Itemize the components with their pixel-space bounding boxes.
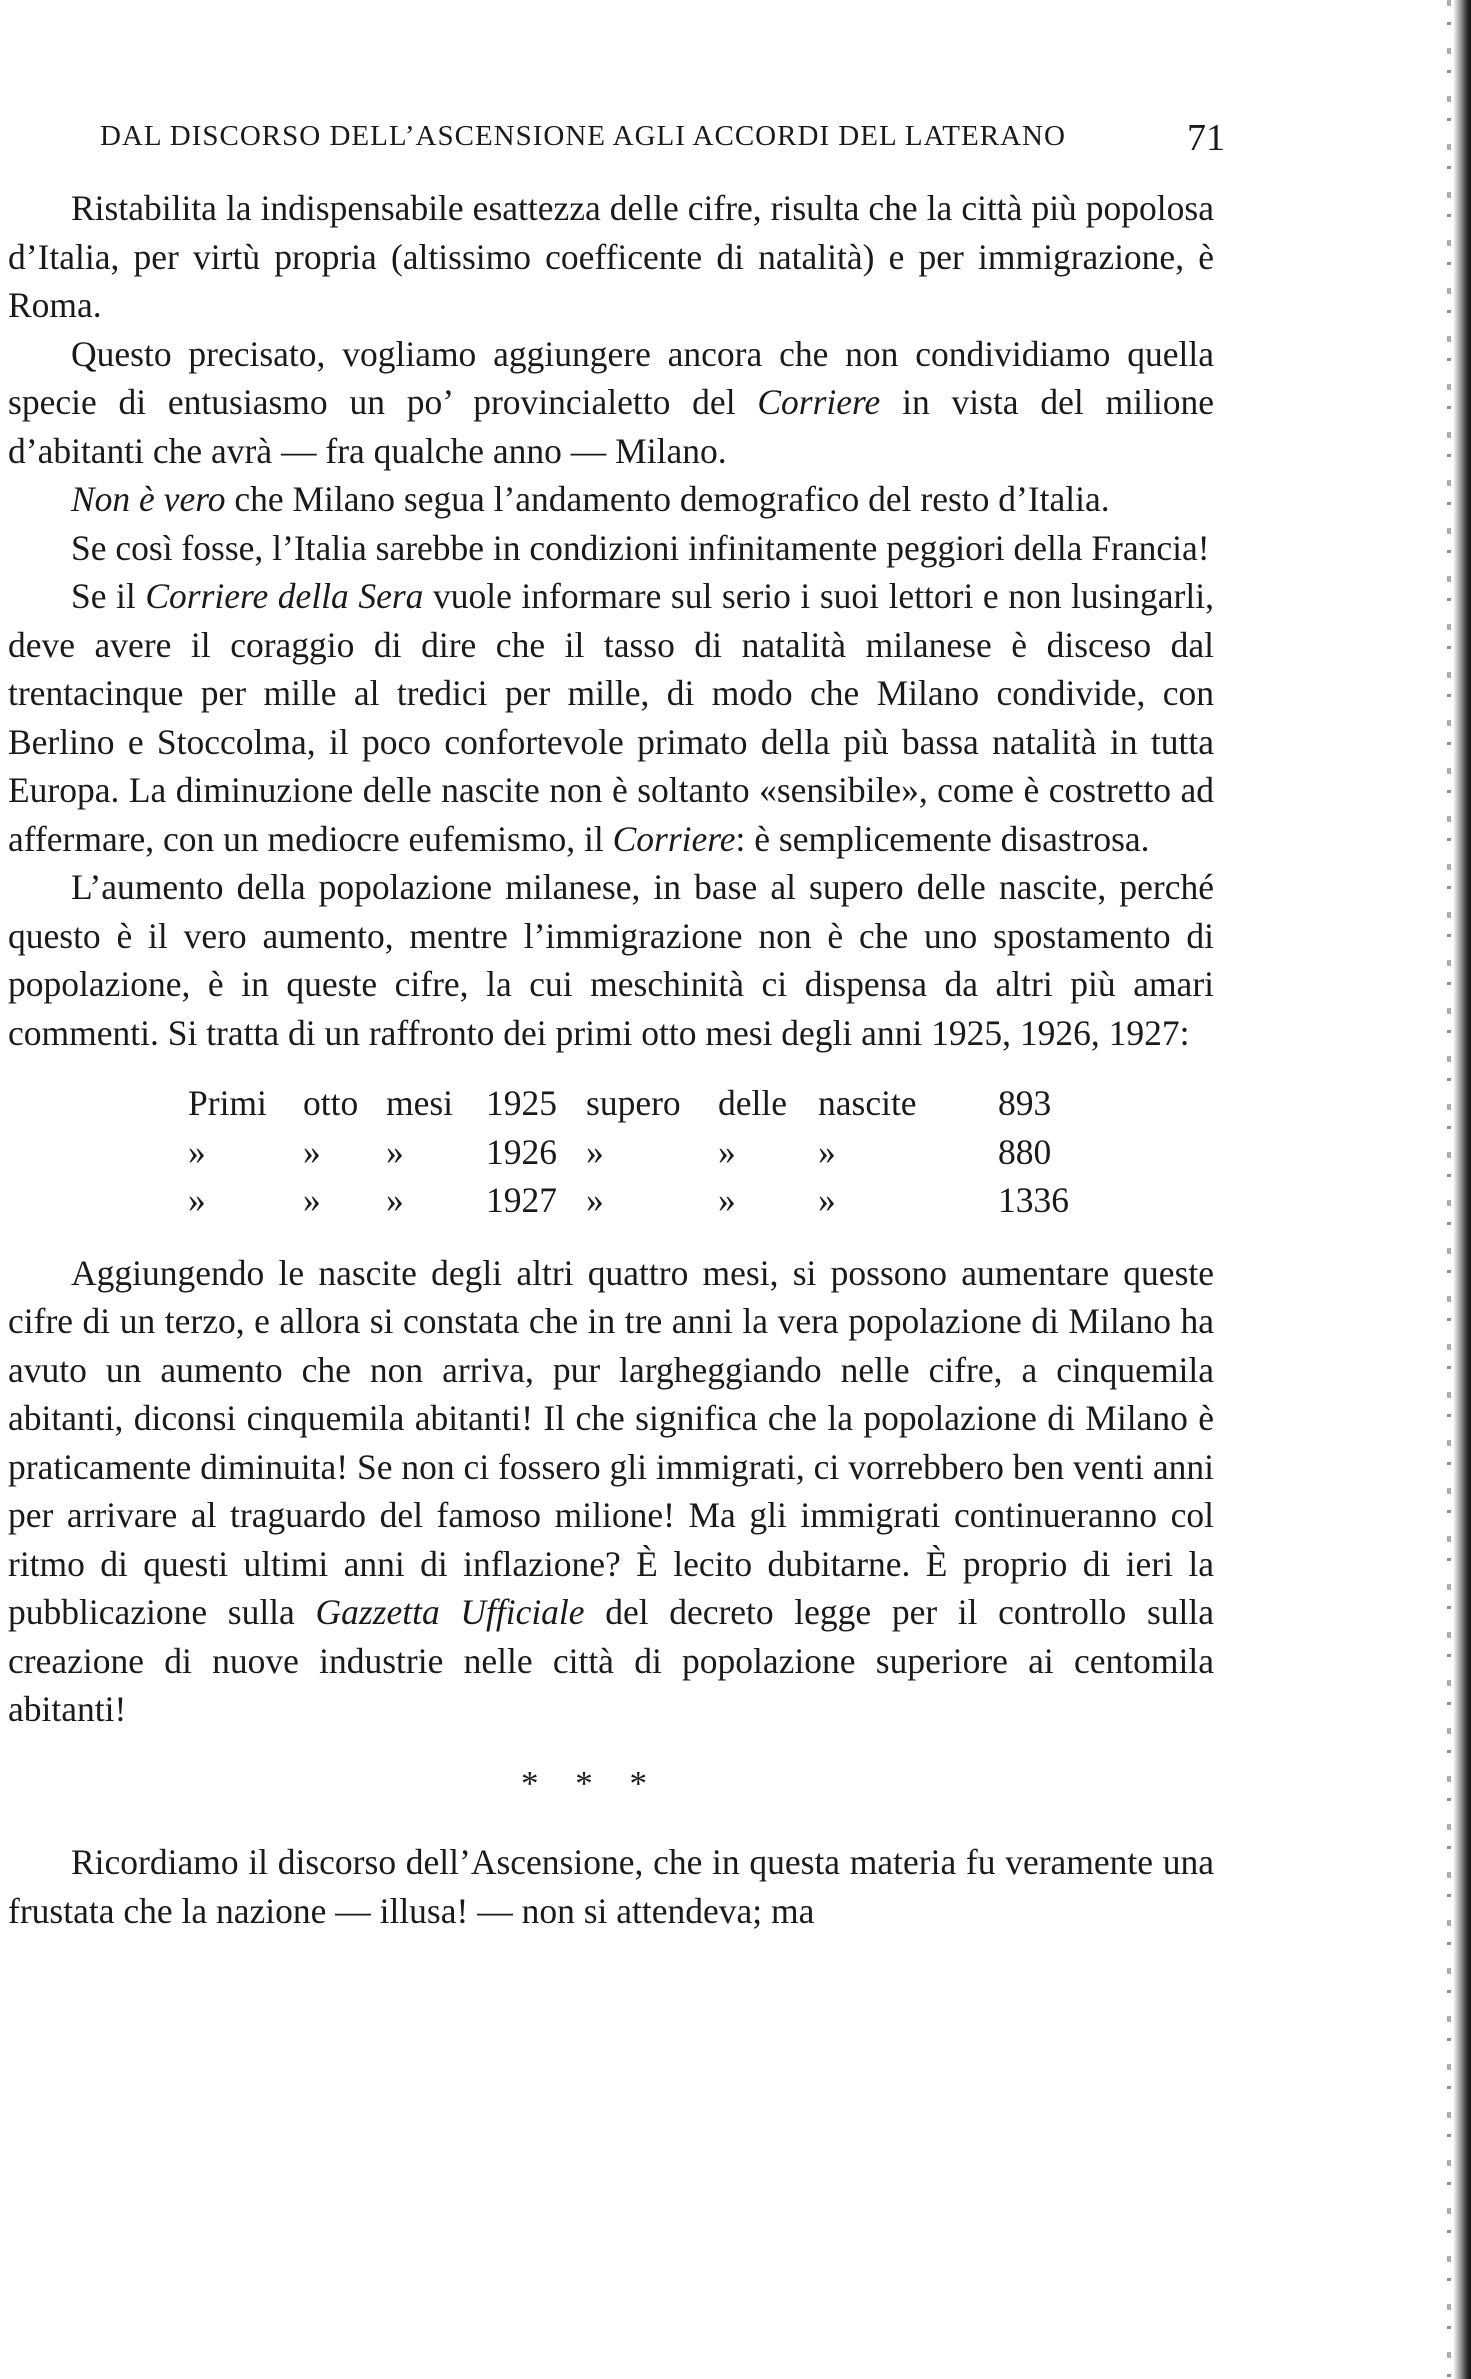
table-cell: 880 <box>998 1131 1052 1172</box>
italic-title: Gazzetta Ufficiale <box>315 1592 585 1632</box>
section-separator: * * * <box>521 1763 661 1803</box>
table-cell: 1925 <box>486 1083 557 1123</box>
paragraph-4: Se così fosse, l’Italia sarebbe in condizioni infinitamente peggiori della Francia! <box>71 527 1210 568</box>
table-cell: 1927 <box>486 1180 557 1220</box>
paragraph-2 <box>8 330 1214 476</box>
running-title: DAL DISCORSO DELL’ASCENSIONE AGLI ACCORDI DEL LATERANO <box>100 120 1066 152</box>
table-cell: Primi <box>188 1083 267 1123</box>
table-cell: 893 <box>998 1083 1052 1123</box>
table-cell: » <box>718 1180 736 1220</box>
table-cell: » <box>188 1131 206 1172</box>
table-cell: » <box>303 1131 321 1172</box>
paragraph-7 <box>8 1249 1214 1734</box>
italic-title: Corriere <box>757 382 881 422</box>
text-run: del decreto legge per il controllo sulla creazione di nuove industrie nelle città di popolazione superiore ai centomila abitanti! <box>8 1592 1214 1729</box>
text-run: : è semplicemente disastrosa. <box>735 818 1150 859</box>
page-body <box>8 184 1214 1935</box>
table-cell: » <box>386 1180 404 1220</box>
table-cell: » <box>586 1131 604 1172</box>
table-cell: 1336 <box>998 1180 1069 1220</box>
paragraph-3 <box>8 475 1214 524</box>
table-cell: supero <box>586 1083 681 1123</box>
table-cell: 1926 <box>486 1131 557 1172</box>
italic-emphasis: Non è vero <box>71 479 226 519</box>
paragraph-6: L’aumento della popolazione milanese, in base al supero delle nascite, perché questo è il vero aumento, mentre l’immigrazione non è che uno spostamento di popolazione, è in queste cifre, la cui meschinità ci dispensa da altri più amari commenti. Si tratta di un raffronto dei primi otto mesi degli anni 1925, 1926, 1927: <box>8 867 1214 1053</box>
births-table <box>8 1079 1214 1225</box>
table-cell: » <box>718 1131 736 1172</box>
italic-title: Corriere della Sera <box>145 576 424 616</box>
table-row <box>8 1176 1214 1225</box>
table-cell: » <box>818 1131 836 1172</box>
paragraph-5 <box>8 572 1214 863</box>
scan-edge-shadow <box>1453 0 1471 2379</box>
paragraph-8: Ricordiamo il discorso dell’Ascensione, che in questa materia fu veramente una frustata che la nazione — illusa! — non si attendeva; ma <box>8 1842 1214 1931</box>
table-cell: otto <box>303 1083 359 1123</box>
text-run: Aggiungendo le nascite degli altri quattro mesi, si possono aumentare queste cifre di un terzo, e allora si constata che in tre anni la vera popolazione di Milano ha avuto un aumento che non arriva, pur largheggiando nelle cifre, a cinquemila abitanti, diconsi cinquemila abitanti! Il che significa che la popolazione di Milano è praticamente diminuita! Se non ci fossero gli immigrati, ci vorrebbero ben venti anni per arrivare al traguardo del famoso milione! Ma gli immigrati continueranno col ritmo di questi ultimi anni di inflazione? È lecito dubitarne. È proprio di ieri la pubblicazione sulla <box>8 1252 1214 1632</box>
text-run: in vista del milione d’abitanti che avrà — fra qualche anno — Milano. <box>8 382 1214 471</box>
table-cell: » <box>188 1180 206 1220</box>
text-run: Se il <box>71 576 146 616</box>
table-cell: delle <box>718 1083 787 1123</box>
paragraph-1: Ristabilita la indispensabile esattezza delle cifre, risulta che la città più popolosa d’Italia, per virtù propria (altissimo coefficente di natalità) e per immigrazione, è Roma. <box>8 188 1214 325</box>
table-cell: » <box>303 1180 321 1220</box>
page-number: 71 <box>1187 117 1225 159</box>
text-run: Questo precisato, vogliamo aggiungere ancora che non condividiamo quella specie di entusiasmo un po’ provincialetto del <box>8 333 1214 422</box>
table-cell: » <box>818 1180 836 1220</box>
text-run: vuole informare sul serio i suoi lettori e non lusingarli, deve avere il coraggio di dire che il tasso di natalità milanese è disceso dal trentacinque per mille al tredici per mille, di modo che Milano condivide, con Berlino e Stoccolma, il poco confortevole primato della più bassa natalità in tutta Europa. La diminuzione delle nascite non è soltanto «sensibile», come è costretto ad affermare, con un mediocre eufemismo, il <box>8 576 1214 859</box>
table-cell: » <box>386 1131 404 1172</box>
table-cell: mesi <box>386 1083 454 1123</box>
italic-title: Corriere <box>612 818 736 859</box>
table-row <box>8 1128 1214 1177</box>
table-cell: » <box>586 1180 604 1220</box>
text-run: che Milano segua l’andamento demografico del resto d’Italia. <box>225 479 1110 519</box>
table-row <box>8 1079 1214 1128</box>
table-cell: nascite <box>818 1083 917 1123</box>
